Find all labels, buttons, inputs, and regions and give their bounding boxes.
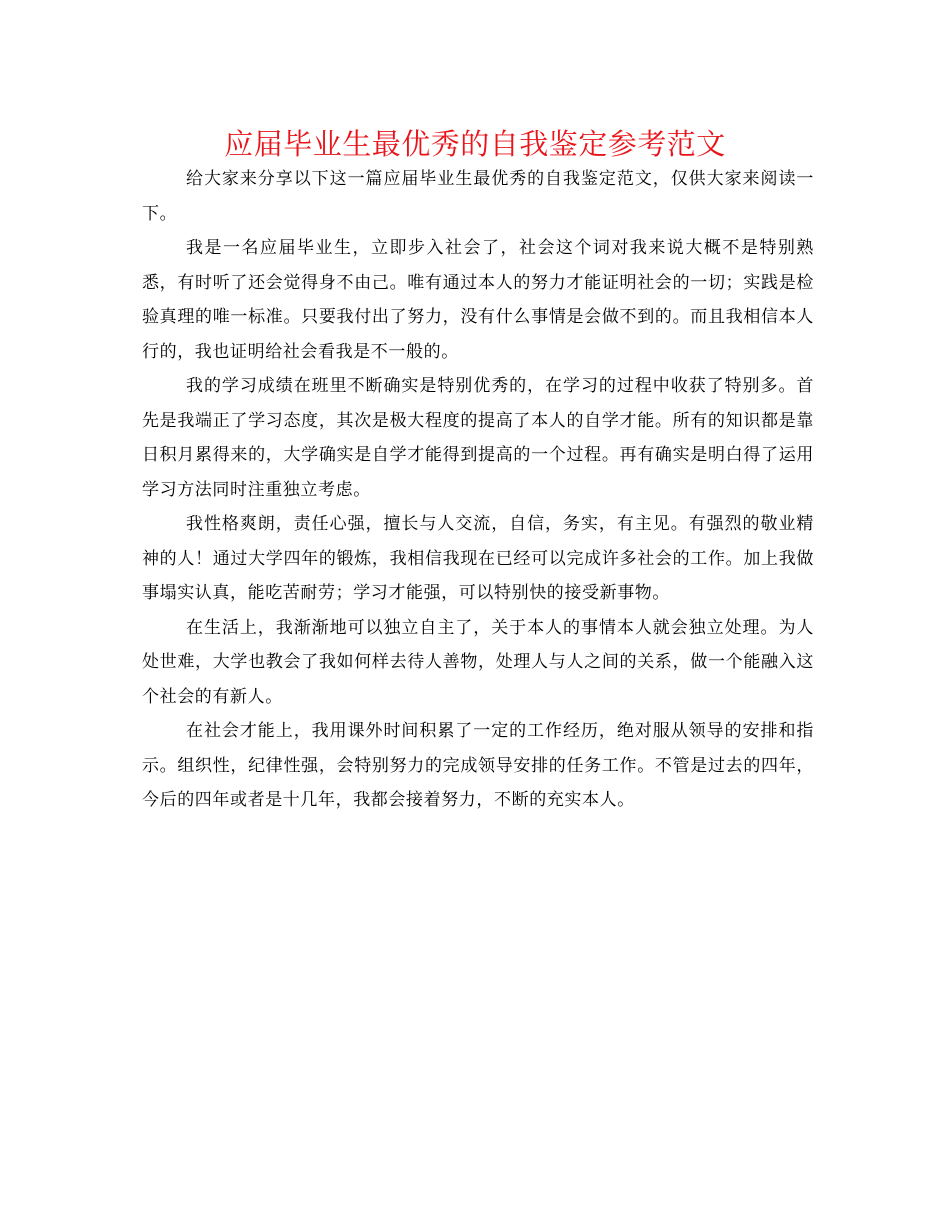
paragraph-social-ability: 在社会才能上，我用课外时间积累了一定的工作经历，绝对服从领导的安排和指示。组织性，纪律性强，会特别努力的完成领导安排的任务工作。不管是过去的四年，今后的四年或者是十几年，我都会接着努力，不断的充实本人。 — [142, 721, 814, 810]
paragraph-intro: 给大家来分享以下这一篇应届毕业生最优秀的自我鉴定范文，仅供大家来阅读一下。 — [142, 169, 814, 224]
document-title: 应届毕业生最优秀的自我鉴定参考范文 — [224, 127, 726, 161]
paragraph-personality: 我性格爽朗，责任心强，擅长与人交流，自信，务实，有主见。有强烈的敬业精神的人！通过大学四年的锻炼，我相信我现在已经可以完成许多社会的工作。加上我做事塌实认真，能吃苦耐劳；学习才能强，可以特别快的接受新事物。 — [142, 514, 814, 603]
paragraph-study: 我的学习成绩在班里不断确实是特别优秀的，在学习的过程中收获了特别多。首先是我端正了学习态度，其次是极大程度的提高了本人的自学才能。所有的知识都是靠日积月累得来的，大学确实是自学才能得到提高的一个过程。再有确实是明白得了运用学习方法同时注重独立考虑。 — [142, 376, 814, 500]
paragraph-life: 在生活上，我渐渐地可以独立自主了，关于本人的事情本人就会独立处理。为人处世难，大学也教会了我如何样去待人善物，处理人与人之间的关系，做一个能融入这个社会的有新人。 — [142, 617, 814, 707]
paragraph-entering-society: 我是一名应届毕业生，立即步入社会了，社会这个词对我来说大概不是特别熟悉，有时听了还会觉得身不由己。唯有通过本人的努力才能证明社会的一切；实践是检验真理的唯一标准。只要我付出了努力，没有什么事情是会做不到的。而且我相信本人行的，我也证明给社会看我是不一般的。 — [142, 238, 814, 362]
document-body — [142, 162, 814, 818]
